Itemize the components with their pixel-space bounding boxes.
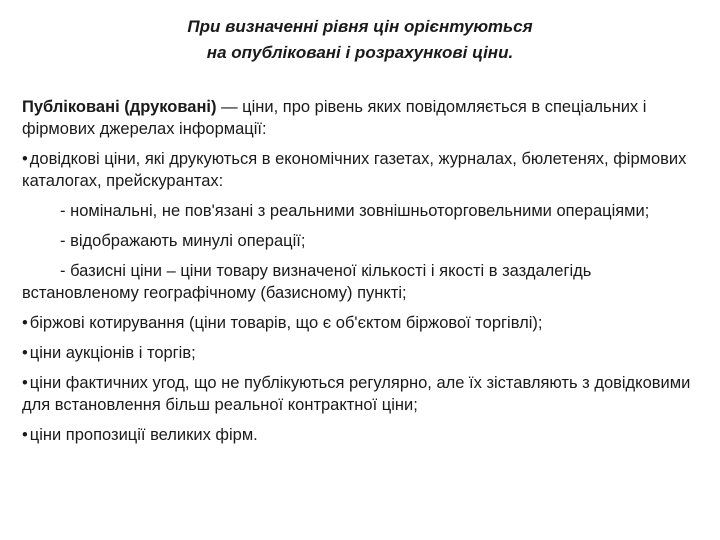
intro-paragraph <box>22 96 698 140</box>
bullet-offer-prices: • ціни пропозиції великих фірм. <box>22 424 698 446</box>
intro-term: Публіковані (друковані) <box>22 98 217 116</box>
intro-definition: — ціни, про рівень яких повідомляється в спеціальних і фірмових джерелах інформації: <box>22 98 647 138</box>
bullet-reference-prices: • довідкові ціни, які друкуються в економічних газетах, журналах, бюлетенях, фірмових каталогах, прейскурантах: <box>22 148 698 192</box>
slide-title-line-2: на опубліковані і розрахункові ціни. <box>206 43 514 62</box>
bullet-actual-deals: • ціни фактичних угод, що не публікуються регулярно, але їх зіставляють з довідковими для встановлення більш реальної контрактної ціни; <box>22 372 698 416</box>
bullet-exchange-quotes: • біржові котирування (ціни товарів, що є об'єктом біржової торгівлі); <box>22 312 698 334</box>
slide-title-line-1: При визначенні рівня цін орієнтуються <box>187 17 533 36</box>
slide-title <box>40 14 680 66</box>
sub-item-past-operations: - відображають минулі операції; <box>60 232 306 250</box>
bullet-auction-prices: • ціни аукціонів і торгів; <box>22 342 698 364</box>
slide-body <box>22 96 698 454</box>
sub-item-basis-prices: - базисні ціни – ціни товару визначеної кількості і якості в заздалегідь встановленому географічному (базисному) пункті; <box>22 262 592 302</box>
sub-item-nominal: - номінальні, не пов'язані з реальними зовнішньоторговельними операціями; <box>60 202 650 220</box>
